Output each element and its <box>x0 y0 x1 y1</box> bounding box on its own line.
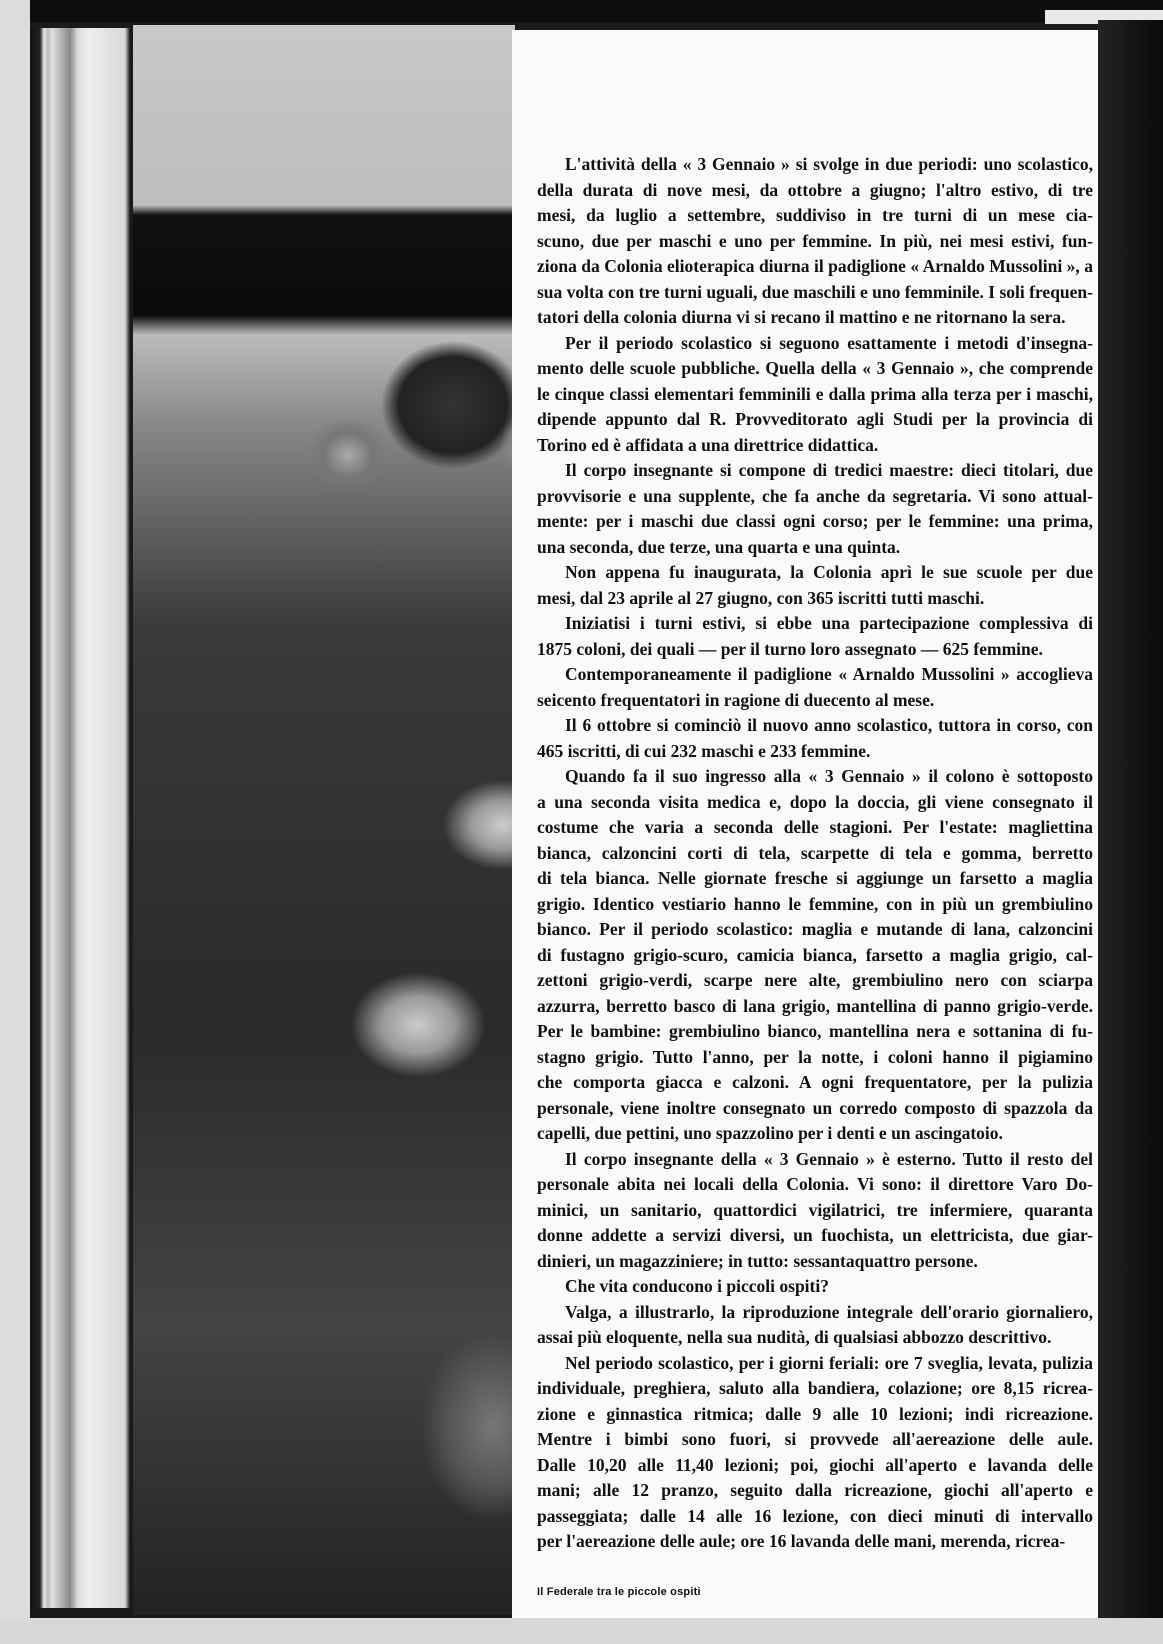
text-line: personale abita nei locali della Colonia. Vi sono: il direttore Varo Do- <box>537 1174 1093 1194</box>
text-line: ziona da Colonia elioterapica diurna il padiglione « Arnaldo Mussolini », a <box>537 256 1093 276</box>
text-line: donne addette a servizi diversi, un fuochista, un elettricista, due giar- <box>537 1225 1093 1245</box>
text-line: della durata di nove mesi, da ottobre a giugno; l'altro estivo, di tre <box>537 179 1093 200</box>
text-line: le cinque classi elementari femminili e dalla prima alla terza per i maschi, <box>537 383 1093 404</box>
text-line: mente: per i maschi due classi ogni corso; per le femmine: una prima, <box>537 511 1093 531</box>
photo-children-in-caps <box>133 25 515 1615</box>
text-line: costume che varia a seconda delle stagioni. Per l'estate: magliettina <box>537 817 1093 837</box>
text-line: Iniziatisi i turni estivi, si ebbe una partecipazione complessiva di <box>565 613 1093 633</box>
text-line: passeggiata; dalle 14 alle 16 lezione, con dieci minuti di intervallo <box>537 1505 1093 1526</box>
paragraph <box>537 560 1093 611</box>
text-line: minici, un sanitario, quattordici vigilatrici, tre infermiere, quaranta <box>537 1199 1093 1220</box>
scan-top-border <box>0 0 1163 22</box>
scan-bottom-margin <box>0 1618 1163 1644</box>
text-line: una seconda, due terze, una quarta e una quinta. <box>537 536 901 557</box>
text-line: 1875 coloni, dei quali — per il turno loro assegnato — 625 femmine. <box>537 638 1043 659</box>
text-line: bianco. Per il periodo scolastico: maglia e mutande di lana, calzoncini <box>537 919 1093 939</box>
text-line: Il 6 ottobre si cominciò il nuovo anno scolastico, tuttora in corso, con <box>565 715 1093 735</box>
text-line: L'attività della « 3 Gennaio » si svolge in due periodi: uno scolastico, <box>565 154 1093 174</box>
paragraph <box>537 1274 1093 1300</box>
text-line: azzurra, berretto basco di lana grigio, mantellina di panno grigio-verde. <box>537 995 1093 1016</box>
text-line: Il corpo insegnante si compone di tredici maestre: dieci titolari, due <box>565 460 1093 480</box>
paragraph <box>537 611 1093 662</box>
text-line: Per il periodo scolastico si seguono esattamente i metodi d'insegna- <box>565 332 1093 353</box>
text-line: personale, viene inoltre consegnato un corredo composto di spazzola da <box>537 1097 1093 1118</box>
text-line: Torino ed è affidata a una direttrice didattica. <box>537 434 879 455</box>
text-line: scuno, due per maschi e uno per femmine. In più, nei mesi estivi, fun- <box>537 230 1093 251</box>
text-line: a una seconda visita medica e, dopo la doccia, gli viene consegnato il <box>537 791 1093 812</box>
paragraph <box>537 1351 1093 1555</box>
text-line: Per le bambine: grembiulino bianco, mantellina nera e sottanina di fu- <box>537 1021 1093 1041</box>
text-line: mani; alle 12 pranzo, seguito dalla ricreazione, giochi all'aperto e <box>537 1480 1093 1500</box>
scan-right-border <box>1098 20 1163 1644</box>
text-line: seicento frequentatori in ragione di duecento al mese. <box>537 689 935 710</box>
text-line: capelli, due pettini, uno spazzolino per i denti e un ascingatoio. <box>537 1123 1003 1143</box>
text-line: sua volta con tre turni uguali, due maschili e uno femminile. I soli frequen- <box>537 281 1093 302</box>
article-paragraphs <box>537 152 1093 1555</box>
article-body <box>537 152 1093 1599</box>
text-line: Che vita conducono i piccoli ospiti? <box>565 1276 829 1296</box>
text-line: dipende appunto dal R. Provveditorato agli Studi per la provincia di <box>537 409 1093 429</box>
text-line: bianca, calzoncini corti di tela, scarpette di tela e gomma, berretto <box>537 842 1093 863</box>
paragraph <box>537 331 1093 459</box>
paragraph <box>537 1300 1093 1351</box>
text-line: dinieri, un magazziniere; in tutto: sessantaquattro persone. <box>537 1250 978 1271</box>
text-line: mento delle scuole pubbliche. Quella della « 3 Gennaio », che comprende <box>537 358 1093 378</box>
text-line: 465 iscritti, di cui 232 maschi e 233 femmine. <box>537 740 871 761</box>
text-line: di tela bianca. Nelle giornate fresche si aggiunge un farsetto a maglia <box>537 868 1093 888</box>
text-line: provvisorie e una supplente, che fa anche da segretaria. Vi sono attual- <box>537 485 1093 506</box>
paragraph <box>537 764 1093 1147</box>
text-line: tatori della colonia diurna vi si recano il mattino e ne ritornano la sera. <box>537 307 1066 327</box>
text-line: grigio. Identico vestiario hanno le femmine, con in più un grembiulino <box>537 893 1093 914</box>
text-line: mesi, da luglio a settembre, suddiviso in tre turni di un mese cia- <box>537 205 1093 225</box>
paragraph <box>537 662 1093 713</box>
text-line: Dalle 10,20 alle 11,40 lezioni; poi, giochi all'aperto e lavanda delle <box>537 1454 1093 1475</box>
page-stack-edges <box>30 28 135 1608</box>
text-line: per l'aereazione delle aule; ore 16 lavanda delle mani, merenda, ricrea- <box>537 1531 1066 1551</box>
text-line: mesi, dal 23 aprile al 27 giugno, con 365 iscritti tutti maschi. <box>537 587 985 608</box>
text-line: stagno grigio. Tutto l'anno, per la notte, i coloni hanno il pigiamino <box>537 1046 1093 1067</box>
paragraph <box>537 152 1093 331</box>
text-line: Quando fa il suo ingresso alla « 3 Gennaio » il colono è sottoposto <box>565 766 1093 786</box>
paragraph <box>537 458 1093 560</box>
text-line: zettoni grigio-verdi, scarpe nere alte, grembiulino nero con sciarpa <box>537 970 1093 990</box>
text-line: Nel periodo scolastico, per i giorni feriali: ore 7 sveglia, levata, pulizia <box>565 1352 1093 1373</box>
text-line: Contemporaneamente il padiglione « Arnaldo Mussolini » accoglieva <box>565 664 1093 684</box>
text-line: zione e ginnastica ritmica; dalle 9 alle 10 lezioni; indi ricreazione. <box>537 1403 1093 1424</box>
text-line: Il corpo insegnante della « 3 Gennaio » è esterno. Tutto il resto del <box>565 1148 1093 1169</box>
text-line: Mentre i bimbi sono fuori, si provvede all'aereazione delle aule. <box>537 1429 1093 1449</box>
text-line: assai più eloquente, nella sua nudità, di qualsiasi abbozzo descrittivo. <box>537 1327 1052 1347</box>
text-line: di fustagno grigio-scuro, camicia bianca, farsetto a maglia grigio, cal- <box>537 944 1093 965</box>
paragraph <box>537 713 1093 764</box>
text-line: individuale, preghiera, saluto alla bandiera, colazione; ore 8,15 ricrea- <box>537 1378 1093 1398</box>
paragraph <box>537 1147 1093 1275</box>
scan-left-margin <box>0 0 30 1644</box>
text-line: Non appena fu inaugurata, la Colonia aprì le sue scuole per due <box>565 562 1093 582</box>
text-line: che comporta giacca e calzoni. A ogni frequentatore, per la pulizia <box>537 1072 1093 1092</box>
text-line: Valga, a illustrarlo, la riproduzione integrale dell'orario giornaliero, <box>565 1301 1093 1322</box>
photo-caption: Il Federale tra le piccole ospiti <box>537 1585 701 1598</box>
